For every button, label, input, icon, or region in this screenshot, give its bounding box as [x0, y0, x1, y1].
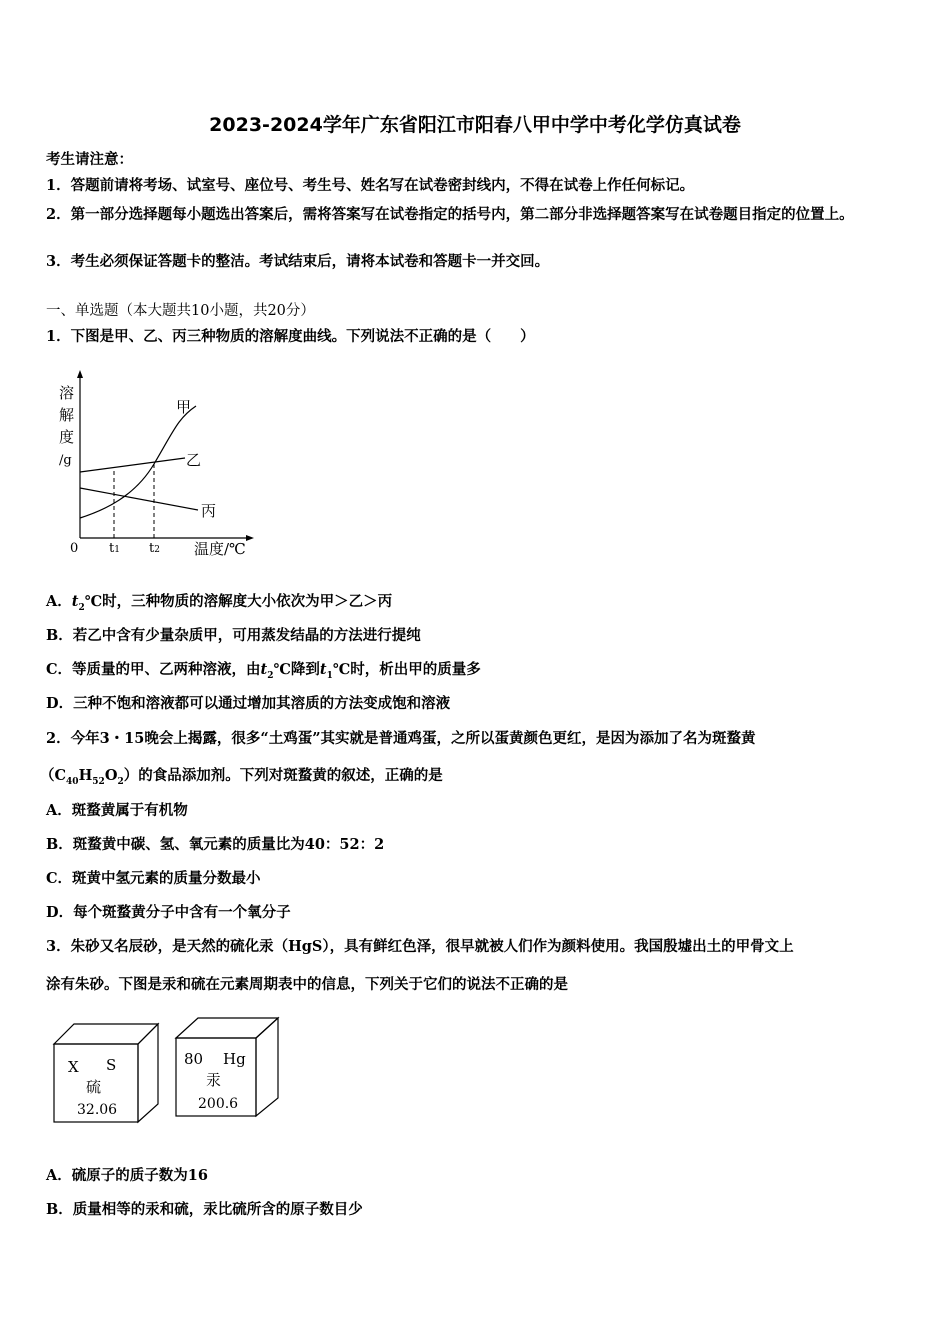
notice-item-3: 3．考生必须保证答题卡的整洁。考试结束后，请将本试卷和答题卡一并交回。	[46, 253, 550, 270]
sulfur-symbol: S	[106, 1056, 117, 1074]
y-label-1: 溶	[59, 384, 75, 402]
sulfur-element-box	[54, 1024, 158, 1122]
origin-label: 0	[70, 541, 79, 556]
solubility-graph	[50, 368, 270, 568]
y-label-4: /g	[59, 453, 72, 468]
q2-stem-line1: 2．今年3・15晚会上揭露，很多“土鸡蛋”其实就是普通鸡蛋，之所以蛋黄颜色更红，是因为添加了名为斑蝥黄	[46, 730, 756, 747]
q3-stem-line2: 涂有朱砂。下图是汞和硫在元素周期表中的信息，下列关于它们的说法不正确的是	[46, 976, 568, 993]
q3-stem-line1: 3．朱砂又名辰砂，是天然的硫化汞（HgS），具有鲜红色泽，很早就被人们作为颜料使用。我国殷墟出土的甲骨文上	[46, 938, 794, 955]
q1-option-a: A．$t_2℃$时，三种物质的溶解度大小依次为甲＞乙＞丙	[46, 593, 393, 613]
q2-option-a: A．斑蝥黄属于有机物	[46, 802, 188, 819]
curve-bing	[80, 488, 198, 510]
q2-option-c: C．斑黄中氢元素的质量分数最小	[46, 870, 261, 887]
t2-label: t2	[149, 541, 160, 556]
notice-item-2: 2．第一部分选择题每小题选出答案后，需将答案写在试卷指定的括号内，第二部分非选择题答案写在试卷题目指定的位置上。	[46, 206, 854, 223]
curve-yi-label: 乙	[186, 451, 202, 469]
sulfur-number: X	[68, 1058, 79, 1076]
x-axis-label: 温度/℃	[194, 540, 246, 558]
section-heading: 一、单选题（本大题共10小题，共20分）	[46, 303, 315, 319]
y-axis	[77, 370, 83, 538]
curve-bing-label: 丙	[201, 502, 217, 520]
curve-jia-label: 甲	[176, 398, 192, 416]
sulfur-name: 硫	[86, 1078, 102, 1096]
mercury-name: 汞	[206, 1071, 222, 1089]
q3-option-b: B．质量相等的汞和硫，汞比硫所含的原子数目少	[46, 1201, 363, 1218]
t1-label: t1	[109, 541, 120, 556]
q3-option-a: A．硫原子的质子数为16	[46, 1167, 208, 1184]
mercury-element-box	[176, 1018, 278, 1116]
q2-stem-line2: $(C_{40}H_{52}O_2)$的食品添加剂。下列对斑蝥黄的叙述，正确的是	[40, 767, 443, 787]
q1-option-c: C．等质量的甲、乙两种溶液，由$t_2℃$降到$t_1℃$时，析出甲的质量多	[46, 661, 481, 681]
mercury-symbol: Hg	[223, 1050, 246, 1068]
q1-option-b: B．若乙中含有少量杂质甲，可用蒸发结晶的方法进行提纯	[46, 627, 421, 644]
exam-title: 2023-2024学年广东省阳江市阳春八甲中学中考化学仿真试卷	[209, 114, 741, 136]
y-label-3: 度	[59, 428, 75, 446]
mercury-number: 80	[184, 1050, 204, 1068]
curve-yi	[80, 458, 185, 472]
sulfur-mass: 32.06	[77, 1102, 118, 1118]
curve-jia	[80, 406, 196, 518]
notice-heading: 考生请注意：	[46, 151, 133, 168]
element-boxes	[50, 1014, 290, 1126]
notice-item-1: 1．答题前请将考场、试室号、座位号、考生号、姓名写在试卷密封线内，不得在试卷上作任何标记。	[46, 177, 695, 194]
q1-option-d: D．三种不饱和溶液都可以通过增加其溶质的方法变成饱和溶液	[46, 695, 451, 712]
q1-stem: 1．下图是甲、乙、丙三种物质的溶解度曲线。下列说法不正确的是（ ）	[46, 328, 535, 345]
q2-option-d: D．每个斑蝥黄分子中含有一个氧分子	[46, 904, 291, 921]
y-label-2: 解	[59, 406, 75, 424]
q2-option-b: B．斑蝥黄中碳、氢、氧元素的质量比为40：52：2	[46, 836, 385, 853]
mercury-mass: 200.6	[198, 1096, 239, 1112]
